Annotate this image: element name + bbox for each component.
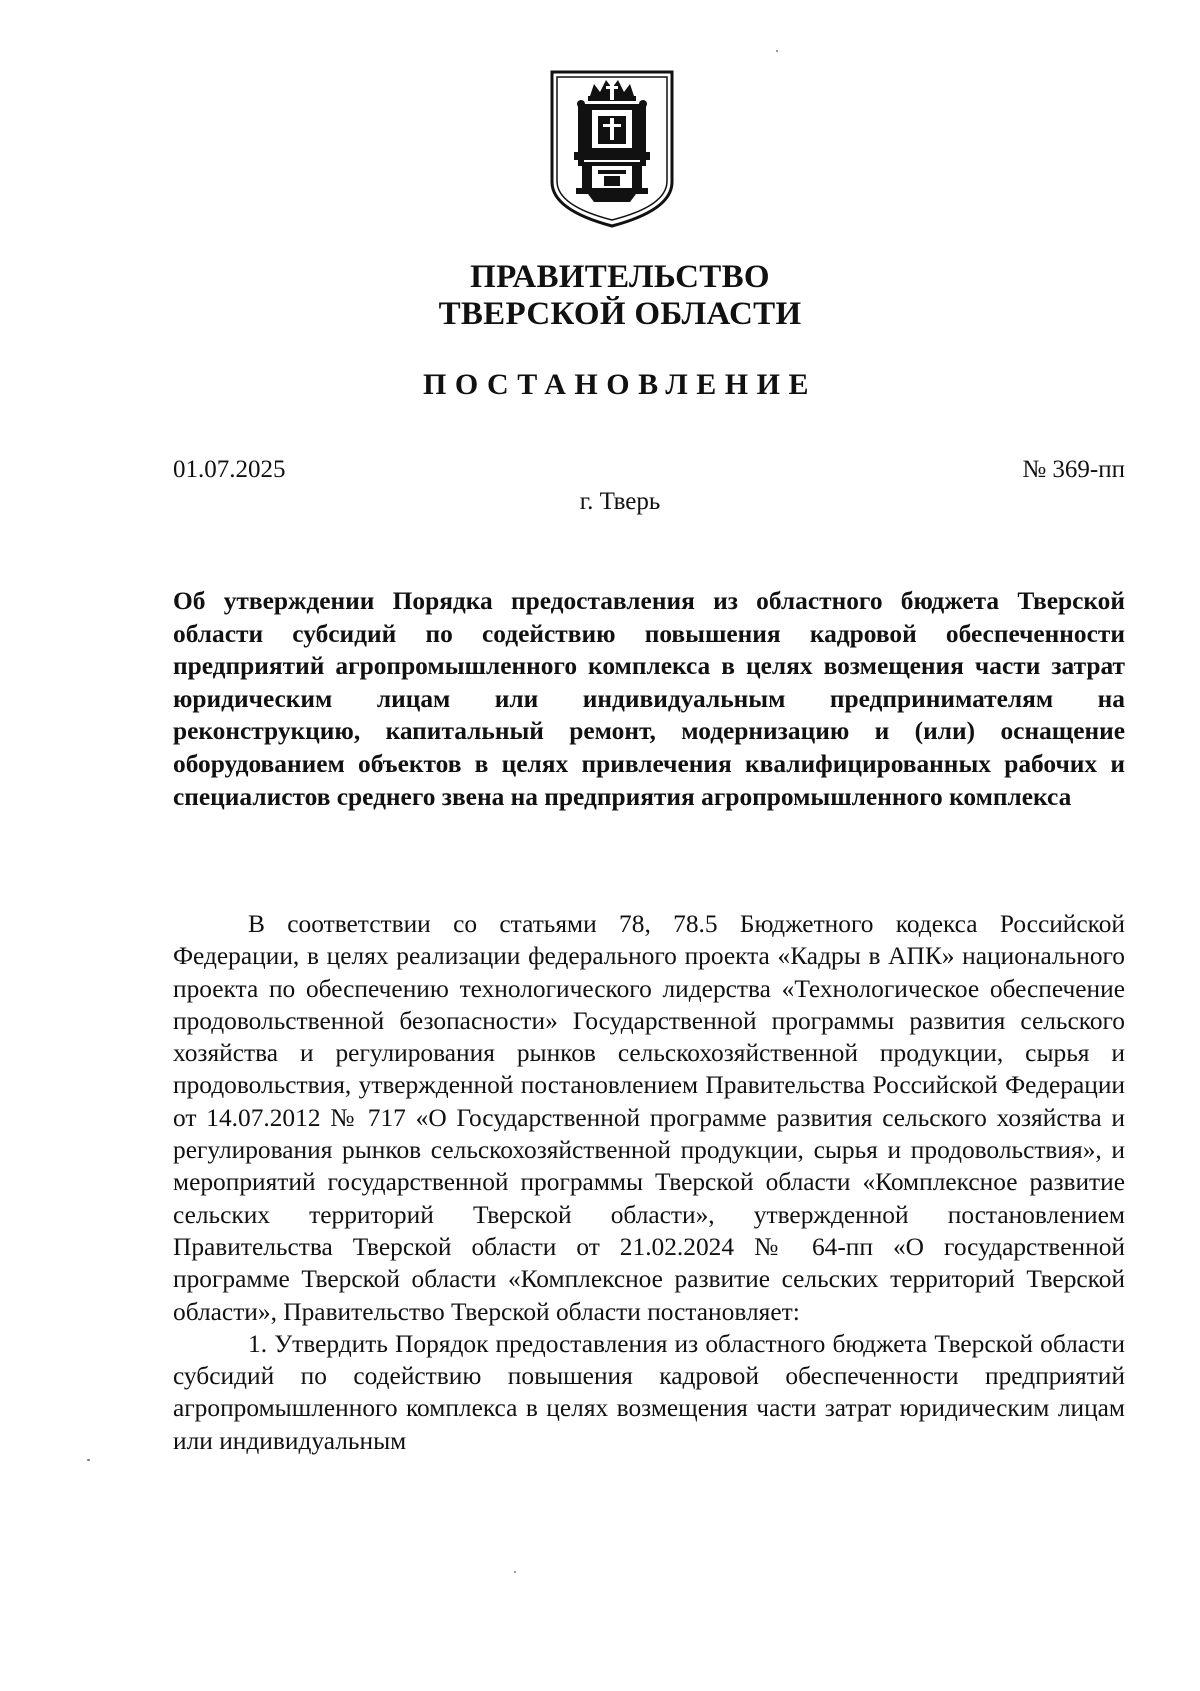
coat-of-arms-icon [548, 70, 676, 228]
document-number: № 369-пп [1022, 456, 1125, 483]
document-city: г. Тверь [579, 488, 661, 515]
scan-speck [776, 50, 778, 52]
government-name-line1: ПРАВИТЕЛЬСТВО [470, 259, 770, 295]
body-paragraph-item-1: 1. Утвердить Порядок предоставления из областного бюджета Тверской области субсидий по содействию повышения кадровой обеспеченности предприятий агропромышленного комплекса в целях возмещения части затрат юридическим лицам или индивидуальным [173, 1329, 1125, 1455]
document-type-heading: ПОСТАНОВЛЕНИЕ [423, 368, 817, 401]
body-paragraph-preamble: В соответствии со статьями 78, 78.5 Бюджетного кодекса Российской Федерации, в целях реализации федерального проекта «Кадры в АПК» национального проекта по обеспечению технологического лидерства «Технологическое обеспечение продовольственной безопасности» Государственной программы развития сельского хозяйства и регулирования рынков сельскохозяйственной продукции, сырья и продовольствия, утвержденной постановлением Правительства Российской Федерации от 14.07.2012 № 717 «О Государственной программе развития сельского хозяйства и регулирования рынков сельскохозяйственной продукции, сырья и продовольствия», и мероприятий государственной программы Тверской области «Комплексное развитие сельских территорий Тверской области», утвержденной постановлением Правительства Тверской области от 21.02.2024 № 64-пп «О государственной программе Тверской области «Комплексное развитие сельских территорий Тверской области», Правительство Тверской области постановляет: [173, 910, 1125, 1326]
resolution-title: Об утверждении Порядка предоставления из областного бюджета Тверской области субсидий по содействию повышения кадровой обеспеченности предприятий агропромышленного комплекса в целях возмещения части затрат юридическим лицам или индивидуальным предпринимателям на реконструкцию, капитальный ремонт, модернизацию и (или) оснащение оборудованием объектов в целях привлечения квалифицированных рабочих и специалистов среднего звена на предприятия агропромышленного комплекса [173, 587, 1125, 811]
document-date: 01.07.2025 [173, 456, 286, 483]
scan-speck [87, 1459, 90, 1461]
scan-speck [514, 1571, 516, 1573]
resolution-body [173, 908, 1125, 1457]
government-name-line2: ТВЕРСКОЙ ОБЛАСТИ [438, 296, 802, 332]
